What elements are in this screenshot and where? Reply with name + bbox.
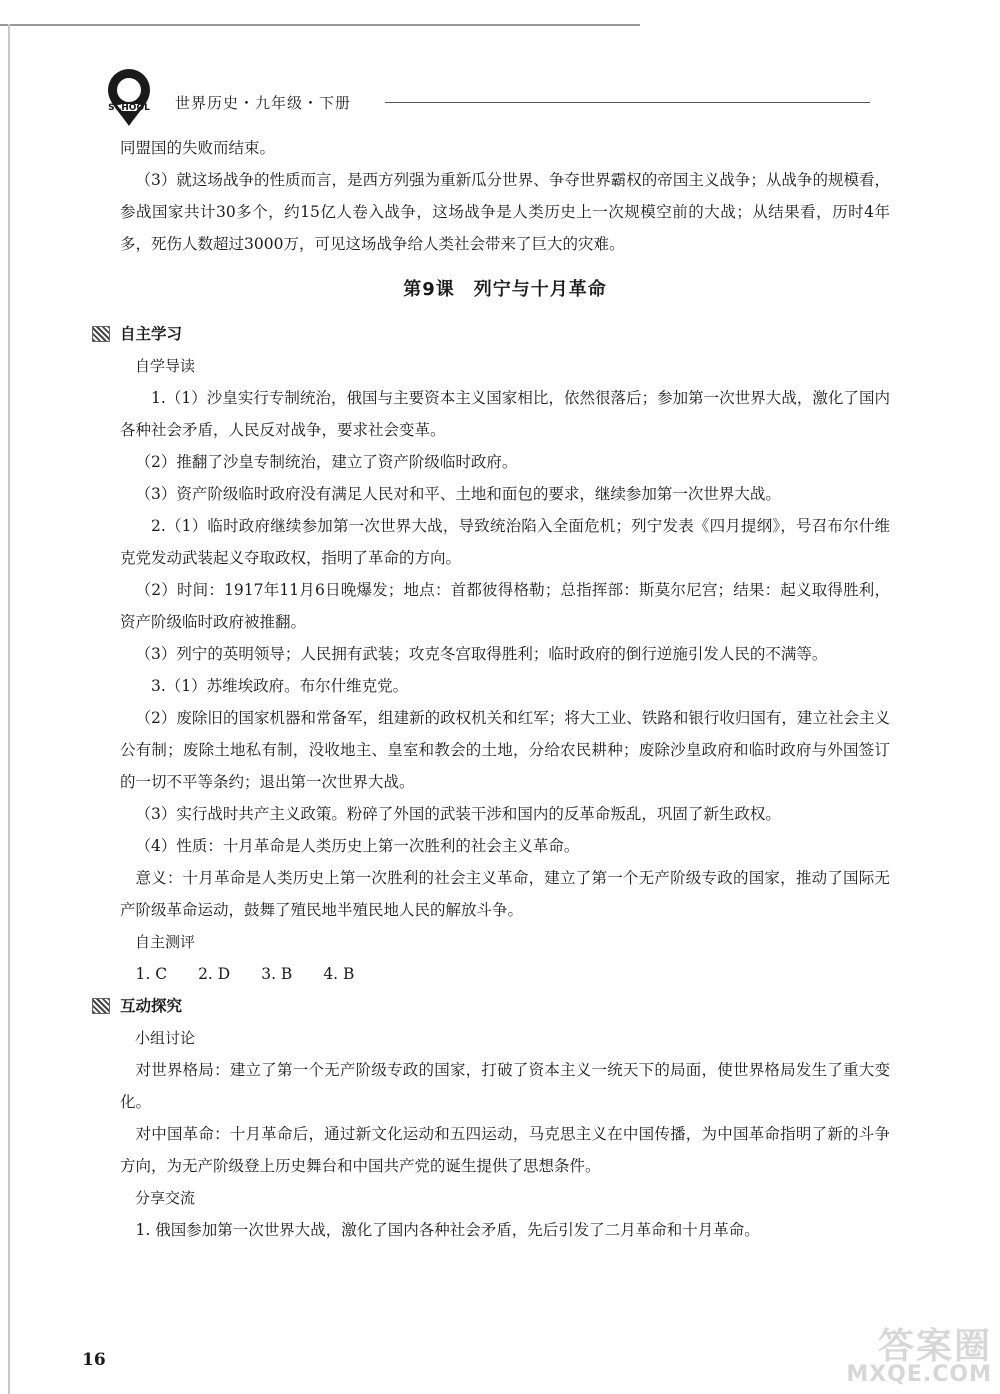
book-header-title: 世界历史・九年级・下册 (175, 94, 352, 112)
intro-continuation: 同盟国的失败而结束。 (120, 139, 276, 157)
answer-paragraph: 3.（1）苏维埃政府。布尔什维克党。 (151, 677, 409, 695)
answer-paragraph: （4）性质：十月革命是人类历史上第一次胜利的社会主义革命。 (135, 837, 580, 855)
top-border-line (0, 24, 640, 26)
section-marker-icon (92, 326, 110, 342)
intro-paragraph: （3）就这场战争的性质而言，是西方列强为重新瓜分世界、争夺世界霸权的帝国主义战争；从战争的规模看，参战国家共计30多个，约15亿人卷入战争，这场战争是人类历史上一次规模空前的大战；从结果看，历时4年多，死伤人数超过3000万，可见这场战争给人类社会带来了巨大的灾难。 (120, 171, 890, 253)
lesson-title: 第9课 列宁与十月革命 (403, 279, 607, 300)
answer-paragraph: （3）资产阶级临时政府没有满足人民对和平、土地和面包的要求，继续参加第一次世界大战。 (135, 485, 781, 503)
section-heading-self-study (92, 318, 890, 350)
logo-text: SCHOOL (108, 103, 150, 113)
answer-paragraph: （3）实行战时共产主义政策。粉碎了外国的武装干涉和国内的反革命叛乱，巩固了新生政权。 (135, 805, 781, 823)
section-heading-interactive (92, 990, 890, 1022)
answer-paragraph: （3）列宁的英明领导；人民拥有武装；攻克冬宫取得胜利；临时政府的倒行逆施引发人民的不满等。 (135, 645, 828, 663)
answer-paragraph: （2）废除旧的国家机器和常备军，组建新的政权机关和红军；将大工业、铁路和银行收归国有，建立社会主义公有制；废除土地私有制，没收地主、皇室和教会的土地，分给农民耕种；废除沙皇政府和临时政府与外国签订的一切不平等条约；退出第一次世界大战。 (120, 709, 890, 791)
answer-paragraph: （2）时间：1917年11月6日晚爆发；地点：首都彼得格勒；总指挥部：斯莫尔尼宫；结果：起义取得胜利，资产阶级临时政府被推翻。 (120, 581, 890, 631)
answer-paragraph: 1.（1）沙皇实行专制统治，俄国与主要资本主义国家相比，依然很落后；参加第一次世界大战，激化了国内各种社会矛盾，人民反对战争，要求社会变革。 (120, 389, 890, 439)
page-content (120, 132, 890, 1246)
watermark-bottom-text: MXQE.COM (846, 1362, 992, 1387)
page-number: 16 (82, 1350, 106, 1370)
school-logo-icon (96, 64, 162, 130)
subheading-guided-reading: 自学导读 (135, 357, 196, 375)
answer-paragraph: 意义：十月革命是人类历史上第一次胜利的社会主义革命，建立了第一个无产阶级专政的国家，推动了国际无产阶级革命运动，鼓舞了殖民地半殖民地人民的解放斗争。 (120, 869, 890, 919)
section-marker-icon (92, 998, 110, 1014)
subheading-group-discussion: 小组讨论 (135, 1029, 196, 1047)
subheading-sharing: 分享交流 (135, 1189, 196, 1207)
section-heading-label: 自主学习 (120, 325, 183, 343)
left-border-line (8, 24, 10, 1394)
watermark-top-text: 答案圈 (877, 1326, 992, 1367)
discussion-paragraph: 对世界格局：建立了第一个无产阶级专政的国家，打破了资本主义一统天下的局面，使世界格局发生了重大变化。 (120, 1061, 890, 1111)
answer-paragraph: （2）推翻了沙皇专制统治，建立了资产阶级临时政府。 (135, 453, 518, 471)
header-rule (385, 102, 870, 103)
section-heading-label: 互动探究 (120, 997, 183, 1015)
watermark-logo (832, 1318, 1000, 1394)
subheading-self-test: 自主测评 (135, 933, 196, 951)
discussion-paragraph: 对中国革命：十月革命后，通过新文化运动和五四运动，马克思主义在中国传播，为中国革命指明了新的斗争方向，为无产阶级登上历史舞台和中国共产党的诞生提供了思想条件。 (120, 1125, 890, 1175)
answer-paragraph: 2.（1）临时政府继续参加第一次世界大战，导致统治陷入全面危机；列宁发表《四月提纲》，号召布尔什维克党发动武装起义夺取政权，指明了革命的方向。 (120, 517, 890, 567)
self-test-answers: 1. C 2. D 3. B 4. B (135, 965, 355, 983)
sharing-paragraph: 1. 俄国参加第一次世界大战，激化了国内各种社会矛盾，先后引发了二月革命和十月革命。 (135, 1221, 760, 1239)
